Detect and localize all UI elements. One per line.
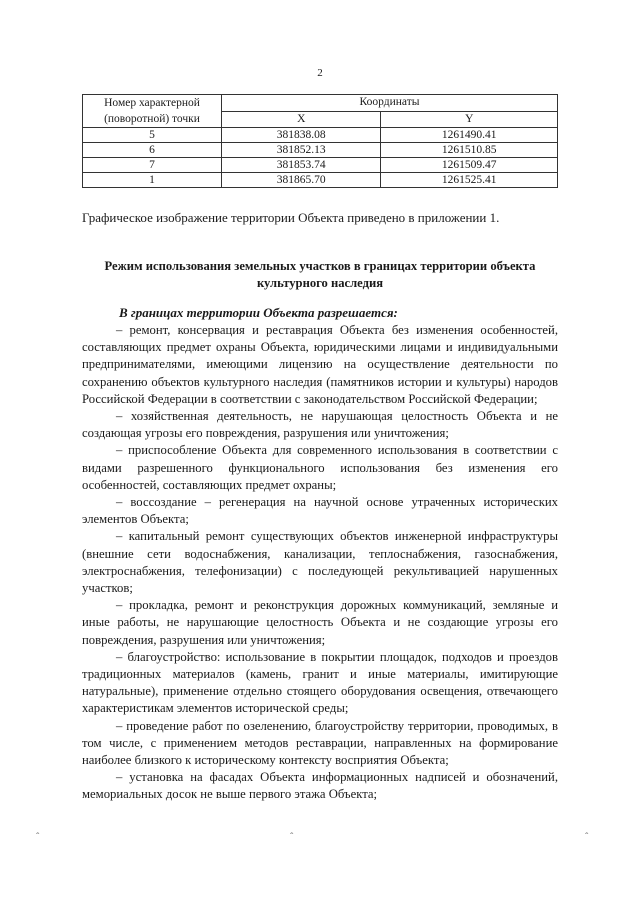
paragraph-landscaping: – благоустройство: использование в покрытии площадок, подходов и проездов традиционных материалов (камень, гранит и иные материалы, имитирующие натуральные), применение отдельно стоящего оборудования освещения, отвечающего характеристикам элементов исторической среды; <box>82 649 558 716</box>
page-number: 2 <box>317 67 323 79</box>
allowed-heading: В границах территории Объекта разрешается: <box>119 305 398 320</box>
table-row <box>83 143 558 158</box>
table-header-row <box>83 95 558 112</box>
scan-mark: ˆ <box>36 832 40 843</box>
section-title: Режим использования земельных участков в границах территории объекта культурного наследия <box>104 259 536 290</box>
paragraph-infrastructure: – капитальный ремонт существующих объектов инженерной инфраструктуры (внешние сети водоснабжения, канализации, теплоснабжения, газоснабжения, электроснабжения, телефонизации) с последующей рекультивацией нарушенных участков; <box>82 529 558 596</box>
cell-x: 381853.74 <box>222 158 381 173</box>
coordinates-table <box>82 94 558 188</box>
table-row <box>83 158 558 173</box>
header-coordinates: Координаты <box>222 95 558 112</box>
scan-marks <box>0 832 640 843</box>
cell-y: 1261510.85 <box>381 143 558 158</box>
header-x: X <box>222 111 381 128</box>
cell-point: 1 <box>83 173 222 188</box>
cell-point: 5 <box>83 128 222 143</box>
cell-x: 381838.08 <box>222 128 381 143</box>
paragraph-recreation: – воссоздание – регенерация на научной основе утраченных исторических элементов Объекта; <box>82 495 558 527</box>
cell-point: 6 <box>83 143 222 158</box>
paragraph-greening: – проведение работ по озеленению, благоустройству территории, проводимых, в том числе, с применением методов реставрации, направленных на формирование наиболее близкого к историческому контексту восприятия Объекта; <box>82 718 558 768</box>
cell-point: 7 <box>83 158 222 173</box>
scan-mark: ˆ <box>290 832 294 843</box>
header-point-number: Номер характерной (поворотной) точки <box>83 95 222 128</box>
paragraph-economic-activity: – хозяйственная деятельность, не нарушающая целостность Объекта и не создающая угрозы его повреждения, разрушения или уничтожения; <box>82 409 558 441</box>
paragraph-adaptation: – приспособление Объекта для современного использования в соответствии с видами разрешенного функционального использования без изменения его особенностей, составляющих предмет охраны; <box>82 443 558 492</box>
cell-y: 1261490.41 <box>381 128 558 143</box>
header-y: Y <box>381 111 558 128</box>
paragraph-road-works: – прокладка, ремонт и реконструкция дорожных коммуникаций, земляные и иные работы, не нарушающие целостность Объекта и не создающие угрозы его повреждения, разрушения или уничтожения; <box>82 598 558 647</box>
paragraph-repair: – ремонт, консервация и реставрация Объекта без изменения особенностей, составляющих предмет охраны Объекта, юридическими лицами и индивидуальными предпринимателями, имеющими лицензию на осуществление деятельности по сохранению объектов культурного наследия (памятников истории и культуры) народов Российской Федерации в соответствии с законодательством Российской Федерации; <box>82 323 558 406</box>
scan-mark: ˆ <box>585 832 589 843</box>
paragraph-signage: – установка на фасадах Объекта информационных надписей и обозначений, мемориальных досок не выше первого этажа Объекта; <box>82 770 558 802</box>
table-row <box>83 128 558 143</box>
cell-y: 1261509.47 <box>381 158 558 173</box>
cell-x: 381852.13 <box>222 143 381 158</box>
table-row <box>83 173 558 188</box>
cell-y: 1261525.41 <box>381 173 558 188</box>
body-text <box>82 322 558 804</box>
cell-x: 381865.70 <box>222 173 381 188</box>
graphic-note: Графическое изображение территории Объекта приведено в приложении 1. <box>82 210 500 225</box>
